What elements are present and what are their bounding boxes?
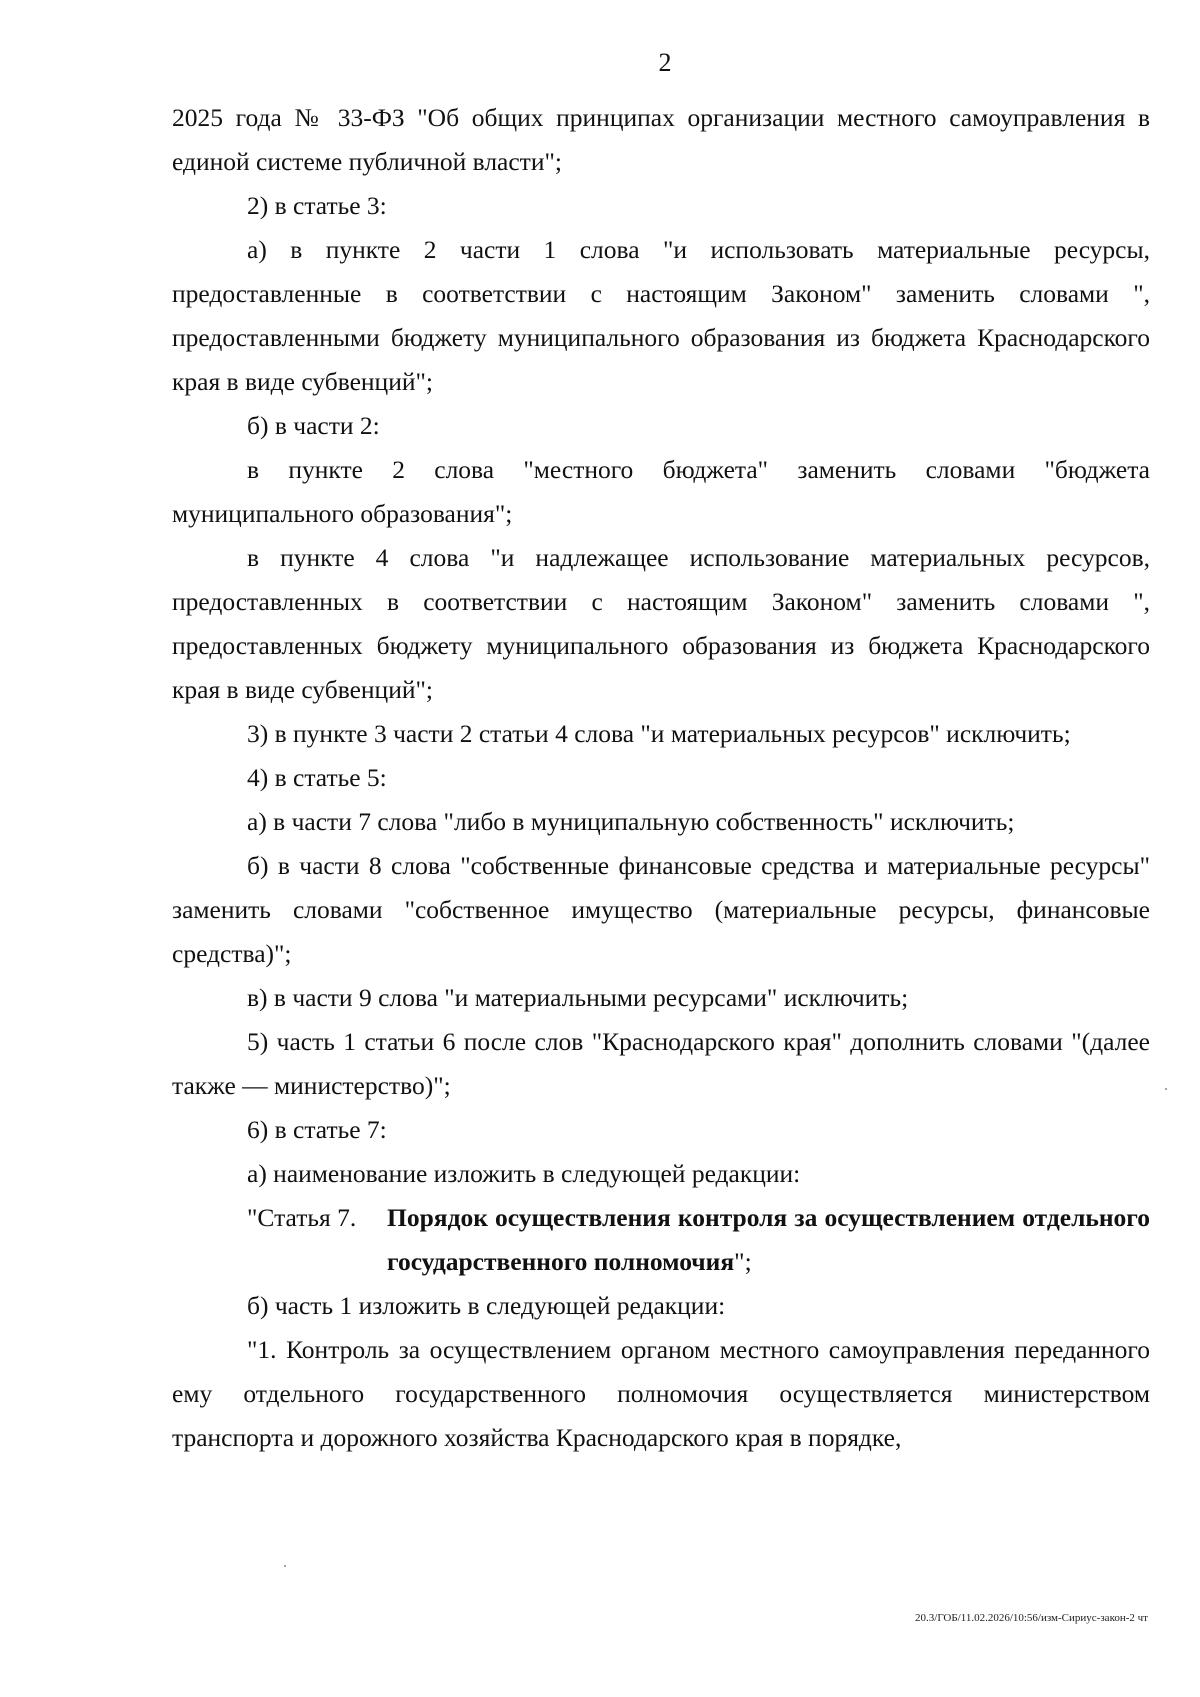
paragraph: б) в части 2: (247, 411, 380, 440)
paragraph: "1. Контроль за осуществлением органом местного самоуправления переданного ему отдельного государственного полномочия осуществляется министерством транспорта и дорожного хозяйства Краснодарского края в порядке, (172, 1335, 1150, 1452)
article-title: Порядок осуществления контроля за осуществлением отдельного государственного полномочия (387, 1203, 1150, 1276)
paragraph: а) в части 7 слова "либо в муниципальную собственность" исключить; (247, 807, 1015, 836)
paragraph: в пункте 4 слова "и надлежащее использование материальных ресурсов, предоставленных в соответствии с настоящим Законом" заменить словами ", предоставленных бюджету муниципального образования из бюджета Краснодарского края в виде субвенций"; (172, 543, 1150, 704)
document-footer-code: 20.3/ГОБ/11.02.2026/10:56/изм-Сириус-закон-2 чт (915, 1612, 1148, 1624)
paragraph: 6) в статье 7: (247, 1115, 387, 1144)
article-title-suffix: "; (734, 1247, 752, 1276)
paragraph: 4) в статье 5: (247, 763, 387, 792)
paragraph: в) в части 9 слова "и материальными ресурсами" исключить; (247, 983, 909, 1012)
paragraph: а) наименование изложить в следующей редакции: (247, 1159, 801, 1188)
paragraph: в пункте 2 слова "местного бюджета" заменить словами "бюджета муниципального образования"; (172, 455, 1150, 528)
article-number: "Статья 7. (247, 1203, 357, 1232)
paragraph: 2025 года № 33-ФЗ "Об общих принципах организации местного самоуправления в единой системе публичной власти"; (172, 103, 1150, 176)
document-body (172, 96, 1150, 1460)
scan-speck (1165, 1088, 1167, 1090)
paragraph: 3) в пункте 3 части 2 статьи 4 слова "и материальных ресурсов" исключить; (247, 719, 1071, 748)
paragraph: а) в пункте 2 части 1 слова "и использовать материальные ресурсы, предоставленные в соответствии с настоящим Законом" заменить словами ", предоставленными бюджету муниципального образования из бюджета Краснодарского края в виде субвенций"; (172, 235, 1150, 396)
article-title-block (387, 1196, 1150, 1284)
paragraph: б) часть 1 изложить в следующей редакции: (247, 1291, 726, 1320)
paragraph: 2) в статье 3: (247, 191, 387, 220)
page-number: 2 (658, 48, 672, 77)
paragraph: 5) часть 1 статьи 6 после слов "Краснодарского края" дополнить словами "(далее также — министерство)"; (172, 1027, 1150, 1100)
scan-speck (284, 1565, 286, 1567)
paragraph: б) в части 8 слова "собственные финансовые средства и материальные ресурсы" заменить словами "собственное имущество (материальные ресурсы, финансовые средства)"; (172, 851, 1150, 968)
article-heading (172, 1196, 1150, 1284)
